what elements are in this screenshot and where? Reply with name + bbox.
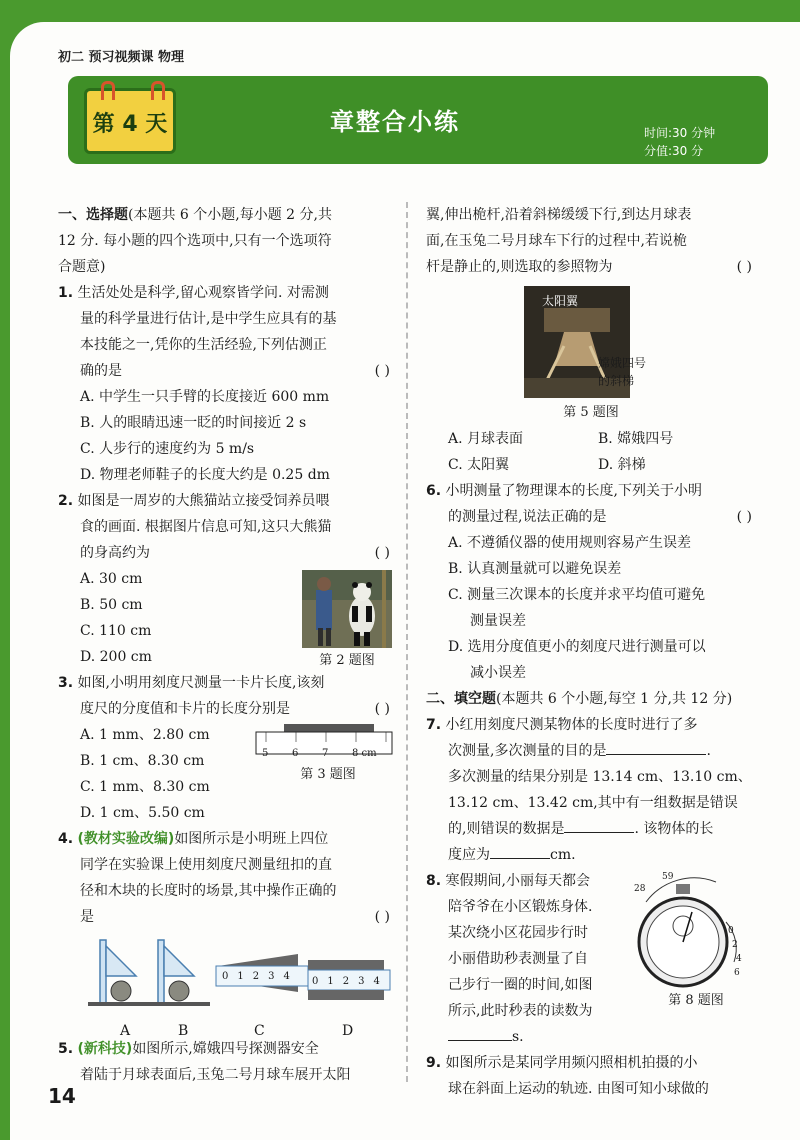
question-7: 7. 小红用刻度尺测某物体的长度时进行了多 次测量,多次测量的目的是 . 多次测量的结果分别是 13.14 cm、13.10 cm、 13.12 cm、13.42 cm,其中有一组数据是错误 的,则错误的数据是 . 该物体的长 度应为 cm. [426,717,752,863]
option[interactable]: A. 1 mm、2.80 cm [80,727,210,743]
left-column [58,202,394,1088]
section-heading: 一、选择题 [58,207,128,223]
option[interactable]: A. 不遵循仪器的使用规则容易产生误差 [448,535,692,551]
option[interactable]: A. 30 cm [80,571,143,587]
page-sheet [10,22,800,1140]
option[interactable]: A. 月球表面 [448,431,524,447]
answer-bracket[interactable]: ( ) [736,509,752,525]
section-desc: 12 分. 每小题的四个选项中,只有一个选项符 [58,233,332,249]
question-3: 3. 如图,小明用刻度尺测量一卡片长度,该刻 度尺的分度值和卡片的长度分别是 ( ) A. 1 mm、2.80 cm B. 1 cm、8.30 cm C. 1 mm、8.30 cm D. 1 cm、5.50 cm 5 6 7 8 cm 第 3 题图 [58,670,394,826]
panda-photo [302,570,392,648]
answer-bracket[interactable]: ( ) [374,701,390,717]
option[interactable]: B. 人的眼睛迅速一眨的时间接近 2 s [80,415,307,431]
option[interactable]: B. 认真测量就可以避免误差 [448,561,622,577]
ruler-label: 5 [262,748,269,759]
option[interactable]: D. 选用分度值更小的刻度尺进行测量可以 [448,639,706,655]
question-4: 4. (教材实验改编)如图所示是小明班上四位 同学在实验课上使用刻度尺测量纽扣的直 径和木块的长度时的场景,其中操作正确的 是 ( ) A B C D 01234 01234 [58,826,394,1036]
question-5: 5. (新科技)如图所示,嫦娥四号探测器安全 着陆于月球表面后,玉兔二号月球车展开太阳 [58,1041,351,1083]
dial-label: 4 [736,954,742,964]
option[interactable]: B. 50 cm [80,597,143,613]
ruler-label: 7 [322,748,329,759]
option[interactable]: B. 1 cm、8.30 cm [80,753,205,769]
figure-caption: 第 3 题图 [300,767,356,782]
score-label: 分值:30 分 [644,144,704,158]
section-desc: (本题共 6 个小题,每小题 2 分,共 [128,207,332,223]
dial-label: 0 [728,926,734,936]
lunar-photo [426,280,756,400]
option[interactable]: C. 110 cm [80,623,152,639]
option[interactable]: D. 200 cm [80,649,152,665]
page-title: 章整合小练 [330,108,460,136]
figure-caption: 第 8 题图 [668,993,724,1008]
dial-label: 6 [734,968,740,978]
answer-blank[interactable] [490,842,550,859]
option[interactable]: B. 嫦娥四号 [598,431,674,447]
day-label: 第 4 天 [92,112,168,137]
column-divider [406,202,408,1082]
question-2: 2. 如图是一周岁的大熊猫站立接受饲养员喂 食的画面. 根据图片信息可知,这只大熊猫 的身高约为 ( ) A. 30 cm B. 50 cm C. 110 cm D. 200 cm 第 2 题图 [58,488,394,670]
figure-label: C [254,1023,265,1039]
option[interactable]: D. 物理老师鞋子的长度大约是 0.25 dm [80,467,330,483]
right-column: 翼,伸出桅杆,沿着斜梯缓缓下行,到达月球表 面,在玉兔二号月球车下行的过程中,若说桅 杆是静止的,则选取的参照物为 ( ) 太阳翼 嫦娥四号 的斜梯 第 5 题图 A. 月球表面 B. 嫦娥四号 C. 太阳翼 D. 斜梯 6. 小明测量了物理课本的长度,下列关于小明 的测量过程,说法正确的是 ( ) A. 不遵循仪器的使用规则容易产生误差 B. 认真测量就可以避免误差 C. 测量三次课本的长度并求平均值可避免 测量误差 D. 选用分度值更小的刻度尺进行测量可以 减小误差 二、填空题(本题共 6 个小题,每空 1 分,共 12 分) 7. 小红用刻度尺测某物体的长度时进行了多 次测量,多次测量的目的是 . 多次测量的结果分别是 13.14 cm、13.10 cm、 13.12 cm、13.42 cm,其中有一组数据是错误 的,则错误的数据是 . 该物体的长 度应为 cm. 8. 寒假期间,小丽每天都会 陪爷爷在小区锻炼身体. 某次绕小区花园步行时 小丽借助秒表测量了自 己步行一圈的时间,如图 所示,此时秒表的读数为 s. 59 28 0 2 4 6 第 8 题图 9. 如图所示是某同学用频闪照相机拍摄的小 球在斜面上运动的轨迹. 由图可知小球做的 [426,202,756,1102]
option[interactable]: A. 中学生一只手臂的长度接近 600 mm [80,389,330,405]
question-6: 6. 小明测量了物理课本的长度,下列关于小明 的测量过程,说法正确的是 ( ) A. 不遵循仪器的使用规则容易产生误差 B. 认真测量就可以避免误差 C. 测量三次课本的长度并求平均值可避免 测量误差 D. 选用分度值更小的刻度尺进行测量可以 减小误差 [426,478,756,686]
option-cont: 减小误差 [470,665,526,681]
section-desc: 合题意) [58,259,106,275]
ruler-digits: 01234 [312,976,389,987]
answer-bracket[interactable]: ( ) [736,259,752,275]
ruler-label: 6 [292,748,299,759]
answer-bracket[interactable]: ( ) [374,909,390,925]
option[interactable]: D. 1 cm、5.50 cm [80,805,205,821]
stopwatch-figure [626,862,756,992]
day-badge [84,88,176,154]
answer-blank[interactable] [564,816,634,833]
answer-bracket[interactable]: ( ) [374,545,390,561]
ruler-figure [254,724,394,760]
option-cont: 测量误差 [470,613,526,629]
section-desc: (本题共 6 个小题,每空 1 分,共 12 分) [496,691,733,707]
option[interactable]: C. 测量三次课本的长度并求平均值可避免 [448,587,706,603]
calendar-ring-icon [151,81,165,100]
dial-label: 2 [732,940,738,950]
question-9: 9. 如图所示是某同学用频闪照相机拍摄的小 球在斜面上运动的轨迹. 由图可知小球做的 [426,1055,709,1097]
image-label: 太阳翼 [542,294,579,308]
image-label: 的斜梯 [598,374,635,388]
answer-bracket[interactable]: ( ) [374,363,390,379]
calendar-ring-icon [101,81,115,100]
figure-label: A [120,1023,131,1039]
section-heading: 二、填空题 [426,691,496,707]
figure-label: D [342,1023,354,1039]
answer-blank[interactable] [606,738,706,755]
dial-label: 59 [662,872,674,882]
header-label: 初二 预习视频课 物理 [58,50,185,65]
answer-blank[interactable] [448,1024,512,1041]
time-label: 时间:30 分钟 [644,126,716,140]
option[interactable]: C. 1 mm、8.30 cm [80,779,210,795]
figure-caption: 第 5 题图 [563,405,619,420]
option[interactable]: C. 人步行的速度约为 5 m/s [80,441,255,457]
option[interactable]: D. 斜梯 [598,457,646,473]
ruler-digits: 01234 [222,971,299,982]
image-label: 嫦娥四号 [598,356,647,370]
question-8: 8. 寒假期间,小丽每天都会 陪爷爷在小区锻炼身体. 某次绕小区花园步行时 小丽借助秒表测量了自 己步行一圈的时间,如图 所示,此时秒表的读数为 s. 59 28 0 2 4 6 第 8 题图 [426,868,756,1050]
question-1: 1. 生活处处是科学,留心观察皆学问. 对需测 量的科学量进行估计,是中学生应具有的基 本技能之一,凭你的生活经验,下列估测正 确的是 ( ) A. 中学生一只手臂的长度接近 600 mm B. 人的眼睛迅速一眨的时间接近 2 s C. 人步行的速度约为 5 m/s D. 物理老师鞋子的长度大约是 0.25 dm [58,280,394,488]
dial-label: 28 [634,884,646,894]
figure-caption: 第 2 题图 [319,653,375,668]
figure-label: B [178,1023,189,1039]
option[interactable]: C. 太阳翼 [448,457,510,473]
measurement-figures [58,936,394,1039]
page-number: 14 [48,1084,76,1108]
ruler-label: 8 cm [352,748,377,759]
